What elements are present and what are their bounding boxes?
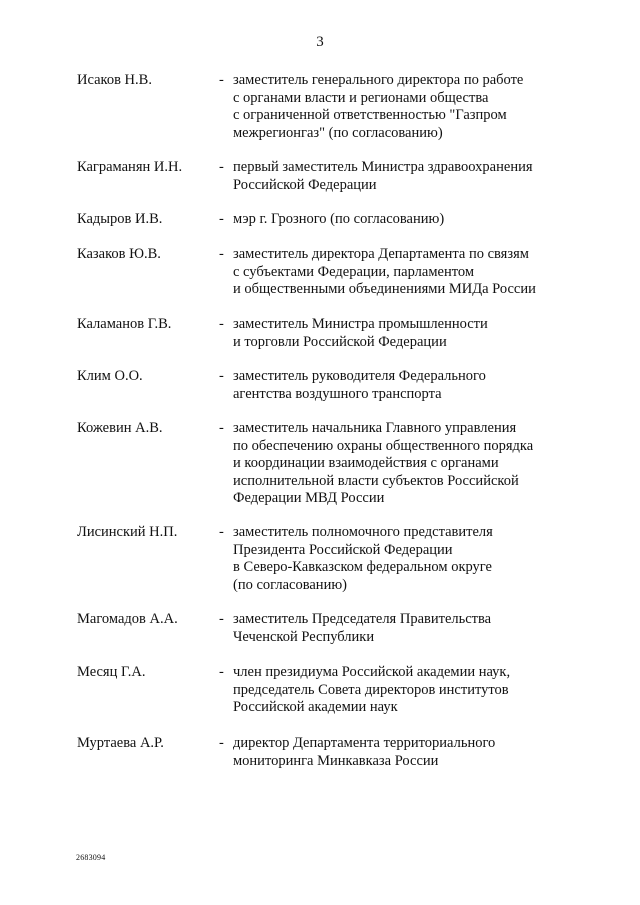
position-line: заместитель директора Департамента по связям xyxy=(233,246,529,262)
person-position xyxy=(233,246,573,299)
position-line: заместитель полномочного представителя xyxy=(233,524,493,540)
person-position xyxy=(233,159,573,194)
dash-separator: - xyxy=(219,735,224,751)
person-position xyxy=(233,420,573,508)
person-name: Месяц Г.А. xyxy=(77,664,146,680)
dash-separator: - xyxy=(219,524,224,540)
person-position xyxy=(233,524,573,594)
position-line: заместитель начальника Главного управления xyxy=(233,420,517,436)
person-name: Клим О.О. xyxy=(77,368,143,384)
person-name: Кожевин А.В. xyxy=(77,420,163,436)
document-code: 2683094 xyxy=(76,853,106,862)
position-line: в Северо-Кавказском федеральном округе xyxy=(233,559,492,575)
position-line: агентства воздушного транспорта xyxy=(233,385,442,402)
person-position xyxy=(233,664,573,717)
position-line: Федерации МВД России xyxy=(233,490,385,506)
dash-separator: - xyxy=(219,246,224,262)
person-name: Кадыров И.В. xyxy=(77,211,163,227)
position-line: заместитель Министра промышленности xyxy=(233,316,488,332)
position-line: с субъектами Федерации, парламентом xyxy=(233,263,474,280)
dash-separator: - xyxy=(219,611,224,627)
position-line: межрегионгаз" (по согласованию) xyxy=(233,124,443,141)
dash-separator: - xyxy=(219,316,224,332)
position-line: член президиума Российской академии наук, xyxy=(233,664,511,680)
person-position xyxy=(233,72,573,142)
position-line: заместитель генерального директора по работе xyxy=(233,72,524,88)
dash-separator: - xyxy=(219,664,224,680)
position-line: заместитель руководителя Федерального xyxy=(233,368,486,384)
dash-separator: - xyxy=(219,159,224,175)
position-line: Президента Российской Федерации xyxy=(233,541,453,558)
dash-separator: - xyxy=(219,72,224,88)
person-position xyxy=(233,316,573,351)
position-line: и координации взаимодействия с органами xyxy=(233,455,499,471)
dash-separator: - xyxy=(219,368,224,384)
person-name: Магомадов А.А. xyxy=(77,611,178,627)
person-name: Каламанов Г.В. xyxy=(77,316,172,332)
person-name: Казаков Ю.В. xyxy=(77,246,161,262)
position-line: и общественными объединениями МИДа России xyxy=(233,281,536,297)
position-line: председатель Совета директоров институтов xyxy=(233,681,509,698)
page-number: 3 xyxy=(316,34,324,50)
position-line: мэр г. Грозного (по согласованию) xyxy=(233,211,445,227)
person-position xyxy=(233,211,573,229)
person-name: Каграманян И.Н. xyxy=(77,159,183,175)
dash-separator: - xyxy=(219,420,224,436)
position-line: с органами власти и регионами общества xyxy=(233,89,489,106)
person-position xyxy=(233,611,573,646)
position-line: заместитель Председателя Правительства xyxy=(233,611,492,627)
person-name: Муртаева А.Р. xyxy=(77,735,164,751)
person-position xyxy=(233,735,573,770)
position-line: с ограниченной ответственностью "Газпром xyxy=(233,107,507,123)
position-line: и торговли Российской Федерации xyxy=(233,333,447,350)
person-name: Исаков Н.В. xyxy=(77,72,152,88)
position-line: по обеспечению охраны общественного порядка xyxy=(233,437,534,454)
dash-separator: - xyxy=(219,211,224,227)
position-line: (по согласованию) xyxy=(233,576,347,593)
position-line: директор Департамента территориального xyxy=(233,735,496,751)
person-name: Лисинский Н.П. xyxy=(77,524,178,540)
position-line: исполнительной власти субъектов Российской xyxy=(233,472,519,489)
position-line: Российской Федерации xyxy=(233,176,377,193)
position-line: первый заместитель Министра здравоохранения xyxy=(233,159,533,175)
position-line: Российской академии наук xyxy=(233,699,398,715)
position-line: мониторинга Минкавказа России xyxy=(233,752,439,769)
person-position xyxy=(233,368,573,403)
position-line: Чеченской Республики xyxy=(233,628,375,645)
